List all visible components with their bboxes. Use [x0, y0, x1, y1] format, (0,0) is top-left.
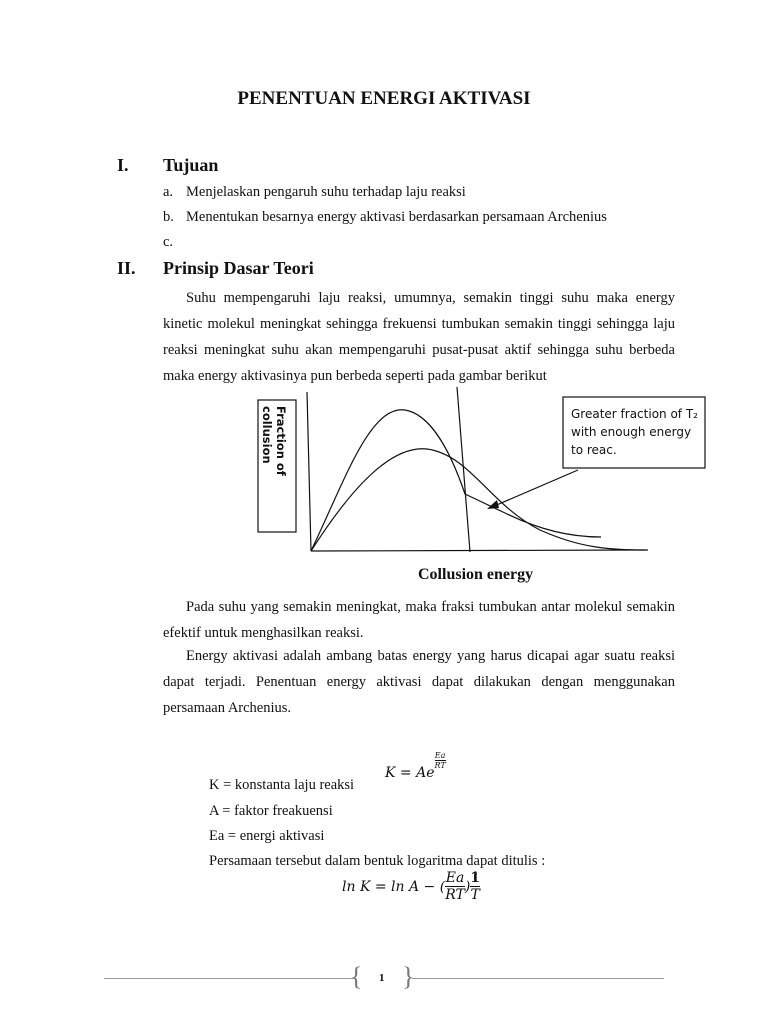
y-axis — [307, 392, 311, 551]
list-marker: b. — [163, 209, 174, 225]
x-axis-label: Collusion energy — [418, 566, 534, 583]
bracket-right-icon: } — [402, 962, 415, 991]
activation-energy-line — [457, 387, 470, 552]
eq-exp-num: Ea — [434, 751, 446, 760]
eq2-den2: T — [470, 887, 480, 903]
paragraph: Suhu mempengaruhi laju reaksi, umumnya, semakin tinggi suhu maka energy kinetic molekul meningkat sehingga frekuensi tumbukan semakin tinggi sehingga laju reaksi meningkat suhu akan mempengaruhi pusat-pusat aktif sehingga suhu berbeda maka energy aktivasinya pun berbeda seperti pada gambar berikut — [163, 290, 675, 384]
page-title: PENENTUAN ENERGI AKTIVASI — [237, 88, 531, 109]
eq2-num: Ea — [445, 870, 465, 886]
page-number: 1 — [379, 972, 385, 984]
eq2-mid: ) — [464, 878, 471, 895]
section-heading: Prinsip Dasar Teori — [163, 258, 314, 278]
arrow-head-icon — [487, 500, 499, 509]
definition: Ea = energi aktivasi — [209, 828, 325, 844]
bracket-left-icon: { — [350, 962, 363, 991]
callout-arrow — [492, 470, 578, 507]
arrhenius-equation — [385, 751, 446, 781]
definition: K = konstanta laju reaksi — [209, 777, 355, 793]
list-item: Menjelaskan pengaruh suhu terhadap laju reaksi — [186, 184, 466, 200]
curve-t1 — [311, 410, 601, 551]
paragraph: Pada suhu yang semakin meningkat, maka fraksi tumbukan antar molekul semakin efektif untuk menghasilkan reaksi. — [163, 599, 675, 641]
footer-rule-right — [412, 978, 664, 979]
callout-line: to reac. — [571, 443, 617, 457]
callout-line: with enough energy — [571, 425, 692, 439]
definition: A = faktor freakuensi — [209, 803, 333, 819]
y-axis-label: Fraction of collusion — [260, 406, 288, 476]
callout-line: Greater fraction of T₂ — [571, 407, 698, 421]
eq-exp-den: RT — [434, 761, 446, 770]
eq2-num2: 1 — [470, 870, 481, 886]
log-equation — [342, 870, 480, 903]
footer-rule-left — [104, 978, 354, 979]
paragraph: Persamaan tersebut dalam bentuk logaritma dapat ditulis : — [209, 853, 546, 869]
section-heading: Tujuan — [163, 155, 219, 175]
section-number: I. — [117, 155, 129, 175]
eq-lhs: K = Ae — [385, 765, 435, 781]
eq2-den: RT — [445, 887, 465, 903]
section-number: II. — [117, 258, 136, 278]
x-axis — [311, 550, 648, 551]
list-marker: a. — [163, 184, 174, 200]
list-item: Menentukan besarnya energy aktivasi berdasarkan persamaan Archenius — [186, 209, 607, 225]
eq2-lhs: ln K = ln A − ( — [342, 878, 446, 895]
list-marker: c. — [163, 234, 174, 250]
paragraph: Energy aktivasi adalah ambang batas energy yang harus dicapai agar suatu reaksi dapat terjadi. Penentuan energy aktivasi dapat dilakukan dengan menggunakan persamaan Archenius. — [163, 648, 675, 716]
